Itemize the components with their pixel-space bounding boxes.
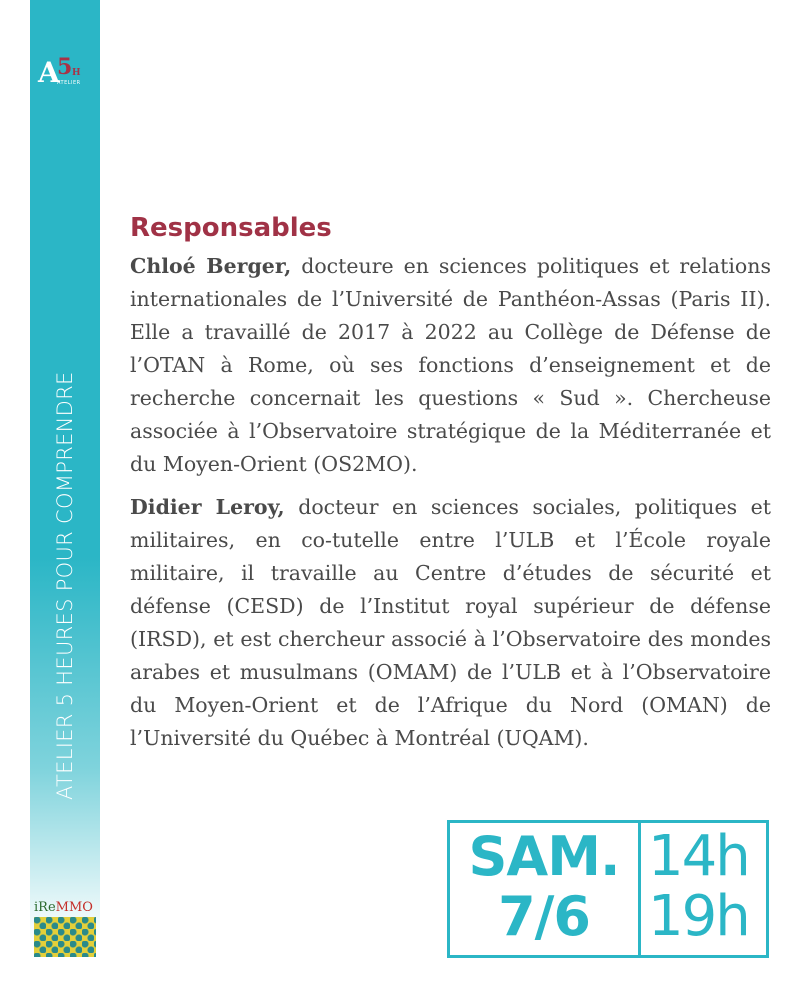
logo-number: 5	[57, 54, 73, 80]
schedule-end: 19h	[648, 884, 749, 949]
person-bio	[130, 491, 771, 755]
schedule-day: SAM.	[468, 825, 620, 888]
section-heading: Responsables	[130, 213, 332, 243]
person-bio	[130, 250, 771, 481]
schedule-start: 14h	[648, 824, 749, 889]
schedule-hours	[648, 824, 766, 949]
iremmo-prefix: iRe	[34, 900, 56, 915]
logo-subtitle: ATELIER	[57, 80, 81, 86]
schedule-divider	[638, 823, 641, 955]
person-description: docteure en sciences politiques et relations internationales de l’Université de Panthéon-Assas (Paris II). Elle a travaillé de 2017 à 2022 au Collège de Défense de l’OTAN à Rome, où ses fonctions d’enseignement et de recherche concernait les questions « Sud ». Chercheuse associée à l’Observatoire stratégique de la Méditerranée et du Moyen-Orient (OS2MO).	[130, 254, 771, 476]
person-name: Chloé Berger,	[130, 254, 292, 278]
iremmo-suffix: MMO	[55, 900, 93, 915]
person-description: docteur en sciences sociales, politiques et militaires, en co-tutelle entre l’ULB et l’École royale militaire, il travaille au Centre d’études de sécurité et défense (CESD) de l’Institut royal supérieur de défense (IRSD), et est chercheur associé à l’Observatoire des mondes arabes et musulmans (OMAM) de l’ULB et à l’Observatoire du Moyen-Orient et de l’Afrique du Nord (OMAN) de l’Université du Québec à Montréal (UQAM).	[130, 495, 772, 750]
iremmo-label	[34, 900, 93, 915]
iremmo-logo	[32, 900, 100, 958]
schedule-date	[450, 827, 638, 947]
iremmo-pattern-icon	[34, 917, 96, 957]
atelier-5h-logo	[38, 56, 94, 96]
schedule-day-number: 7/6	[498, 885, 590, 948]
logo-letter: A	[38, 56, 60, 89]
schedule-box	[447, 820, 769, 958]
main-content	[130, 210, 771, 765]
vertical-series-title-wrap: ATELIER 5 HEURES POUR COMPRENDRE	[53, 371, 77, 800]
person-name: Didier Leroy,	[130, 495, 285, 519]
logo-suffix: H	[72, 68, 81, 78]
